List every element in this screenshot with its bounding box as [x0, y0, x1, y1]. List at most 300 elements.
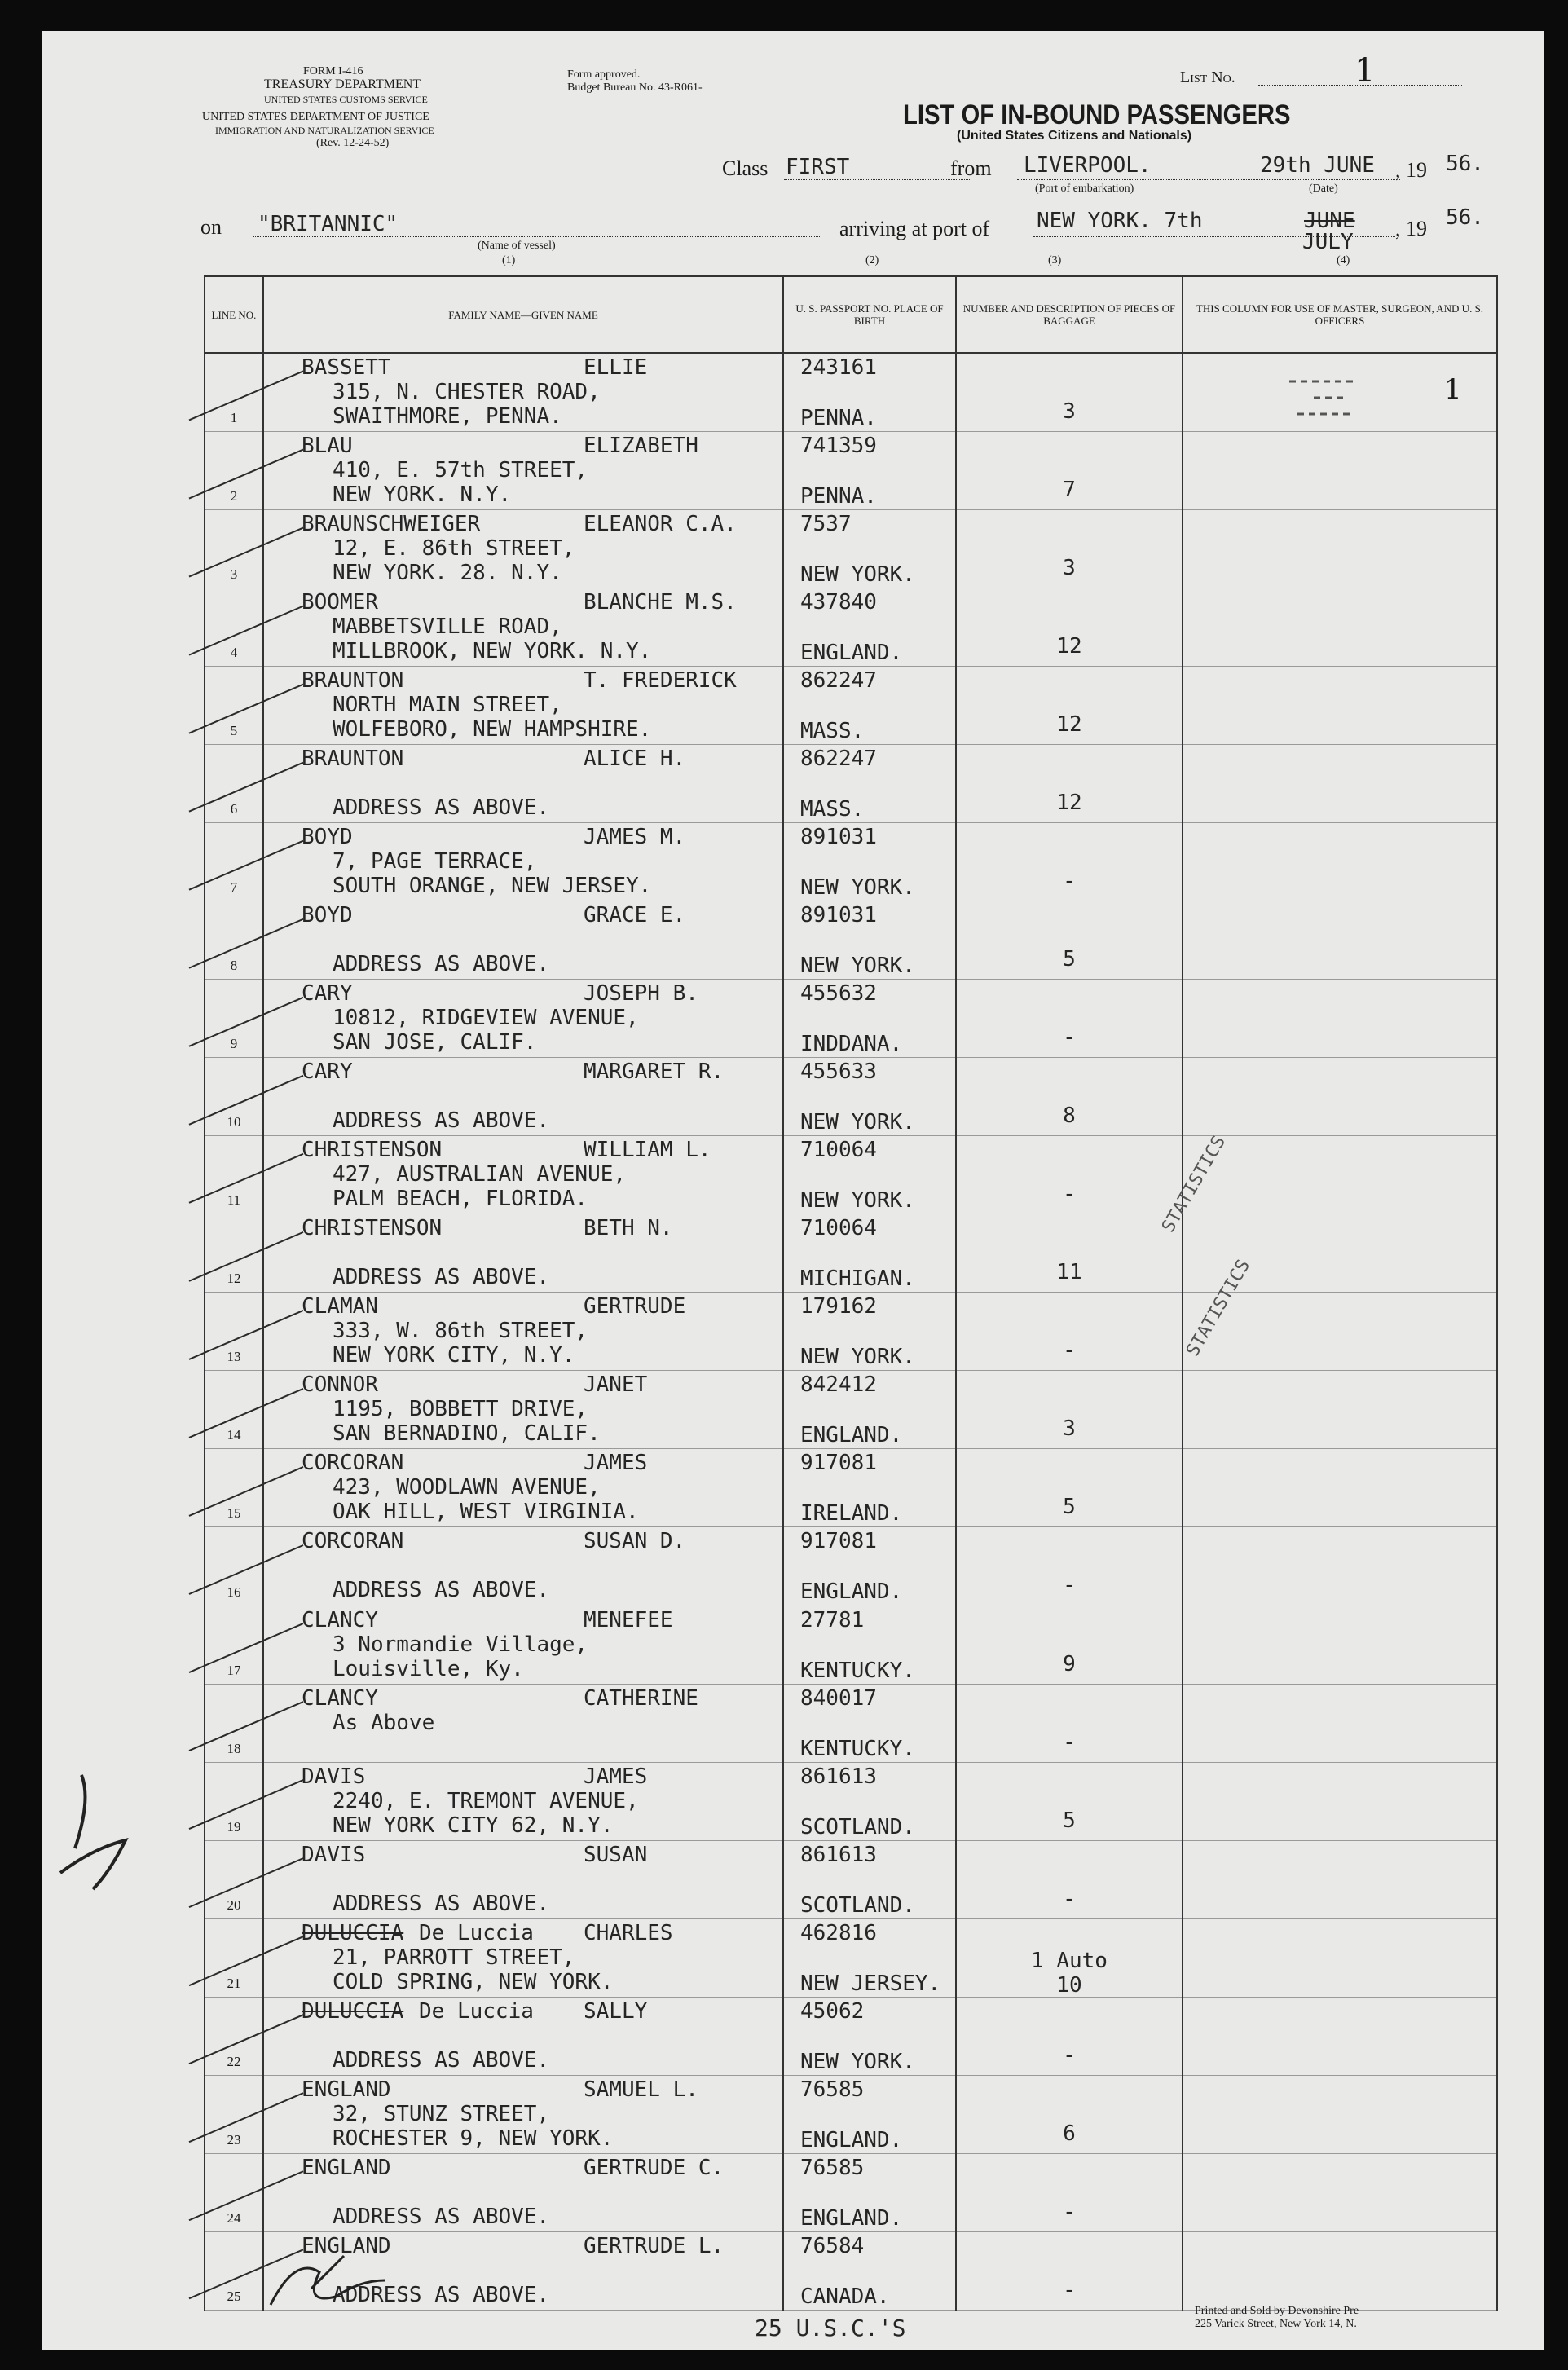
passport-cell [783, 1997, 956, 2075]
passport-number: 76585 [800, 2077, 865, 2102]
officer-cell [1183, 1136, 1497, 1214]
column-header-line: LINE NO. [205, 276, 263, 353]
passport-number: 76585 [800, 2155, 865, 2180]
baggage-count: 9 [1063, 1651, 1076, 1676]
address-line2: SAN BERNADINO, CALIF. [333, 1421, 601, 1447]
given-name: JANET [584, 1372, 648, 1398]
passport-cell [783, 1840, 956, 1918]
table-row [205, 745, 1497, 823]
passport-number: 917081 [800, 1451, 877, 1476]
passenger-rows [205, 353, 1497, 2310]
address-line2: PALM BEACH, FLORIDA. [333, 1187, 588, 1212]
name-cell [263, 1449, 783, 1527]
table-row [205, 588, 1497, 667]
baggage-cell [956, 1606, 1183, 1684]
place-of-birth: ENGLAND. [800, 2127, 903, 2152]
arrival-month-struck: JUNE [1304, 209, 1355, 233]
table-row [205, 2231, 1497, 2310]
line-number: 23 [227, 2131, 241, 2148]
line-cell [205, 1684, 263, 1762]
passport-number: 862247 [800, 668, 877, 694]
baggage-count: 3 [1063, 1416, 1076, 1442]
table-row [205, 1214, 1497, 1293]
treasury-label: TREASURY DEPARTMENT [264, 77, 421, 91]
arrival-line [1033, 236, 1395, 237]
col4-number: (4) [1337, 254, 1350, 267]
line-number: 17 [227, 1662, 241, 1678]
line-number: 22 [227, 2053, 241, 2069]
given-name: GERTRUDE [584, 1294, 686, 1319]
place-of-birth: ENGLAND. [800, 2205, 903, 2231]
family-name: De Luccia [419, 1920, 534, 1945]
baggage-count: - [1063, 1338, 1076, 1363]
baggage-cell [956, 1293, 1183, 1371]
address-line2: Louisville, Ky. [333, 1656, 524, 1681]
baggage-count: - [1063, 869, 1076, 894]
arrival-port: NEW YORK. 7th [1037, 209, 1203, 233]
line-cell [205, 1840, 263, 1918]
address-line1: As Above [333, 1710, 435, 1735]
address-line2: ADDRESS AS ABOVE. [333, 2282, 550, 2307]
year-prefix: , 19 [1395, 158, 1427, 182]
name-cell [263, 1606, 783, 1684]
address-line2: SWAITHMORE, PENNA. [333, 404, 562, 429]
line-number: 11 [227, 1192, 241, 1209]
address-line1: 423, WOODLAWN AVENUE, [333, 1475, 601, 1500]
officer-cell [1183, 588, 1497, 667]
name-cell [263, 353, 783, 432]
table-row [205, 901, 1497, 980]
name-cell [263, 510, 783, 588]
margin-signature [60, 1775, 126, 1889]
given-name: MENEFEE [584, 1607, 673, 1632]
baggage-count: - [1063, 2042, 1076, 2068]
family-name-struck: DULUCCIA [302, 1920, 404, 1945]
officer-cell [1183, 667, 1497, 745]
officer-mark: 1 [1444, 373, 1462, 406]
place-of-birth: ENGLAND. [800, 1579, 903, 1605]
embark-port: LIVERPOOL. [1024, 153, 1152, 178]
name-cell [263, 667, 783, 745]
baggage-cell [956, 2231, 1183, 2310]
name-cell [263, 1371, 783, 1449]
line-cell [205, 1606, 263, 1684]
printer-line1: Printed and Sold by Devonshire Pre [1195, 2305, 1359, 2317]
baggage-cell [956, 980, 1183, 1058]
given-name: CATHERINE [584, 1685, 698, 1711]
baggage-cell [956, 1684, 1183, 1762]
passport-cell [783, 667, 956, 745]
passport-cell [783, 1606, 956, 1684]
given-name: MARGARET R. [584, 1059, 725, 1085]
line-cell [205, 1449, 263, 1527]
family-name: BOYD [302, 825, 353, 850]
place-of-birth: MASS. [800, 719, 865, 744]
family-name: CONNOR [302, 1372, 378, 1398]
column-header-passport: U. S. PASSPORT NO. PLACE OF BIRTH [783, 276, 956, 353]
passport-number: 861613 [800, 1764, 877, 1789]
class-label: Class [722, 156, 769, 180]
place-of-birth: PENNA. [800, 484, 877, 509]
form-subtitle: (United States Citizens and Nationals) [957, 129, 1192, 143]
baggage-cell [956, 1527, 1183, 1606]
printer-line2: 225 Varick Street, New York 14, N. [1195, 2318, 1357, 2330]
line-number: 21 [227, 1975, 241, 1991]
passport-number: 7537 [800, 512, 852, 537]
passport-cell [783, 1762, 956, 1840]
address-line2: ADDRESS AS ABOVE. [333, 1891, 550, 1916]
column-header-officers: THIS COLUMN FOR USE OF MASTER, SURGEON, AND U. S. OFFICERS [1183, 276, 1497, 353]
baggage-cell [956, 510, 1183, 588]
baggage-auto: 1 Auto [1031, 1948, 1108, 1973]
officer-cell [1183, 1527, 1497, 1606]
passport-cell [783, 588, 956, 667]
given-name: GRACE E. [584, 903, 686, 928]
baggage-cell [956, 1997, 1183, 2075]
line-number: 16 [227, 1584, 241, 1600]
table-row [205, 510, 1497, 588]
line-number: 8 [230, 958, 238, 974]
table-row [205, 1684, 1497, 1762]
passenger-table [204, 275, 1498, 2311]
family-name: DAVIS [302, 1764, 366, 1789]
name-cell [263, 2153, 783, 2231]
embark-date: 29th JUNE [1260, 153, 1375, 178]
given-name: SUSAN [584, 1842, 648, 1867]
line-cell [205, 588, 263, 667]
address-line2: COLD SPRING, NEW YORK. [333, 1969, 614, 1994]
table-header-row [205, 276, 1497, 353]
passport-cell [783, 2231, 956, 2310]
given-name: JAMES M. [584, 825, 686, 850]
name-cell [263, 1058, 783, 1136]
officer-cell [1183, 1606, 1497, 1684]
passport-cell [783, 353, 956, 432]
port-line [1017, 179, 1276, 180]
passport-number: 27781 [800, 1607, 865, 1632]
name-cell [263, 588, 783, 667]
given-name: JAMES [584, 1764, 648, 1789]
line-number: 3 [230, 566, 238, 583]
family-name: BRAUNSCHWEIGER [302, 512, 481, 537]
baggage-cell [956, 1840, 1183, 1918]
passport-number: 842412 [800, 1372, 877, 1398]
passport-cell [783, 745, 956, 823]
family-name: BLAU [302, 434, 353, 459]
address-line2: NEW YORK. 28. N.Y. [333, 561, 562, 586]
officer-cell [1183, 1684, 1497, 1762]
line-number: 2 [230, 488, 238, 504]
statistics-stamp: STATISTICS [1158, 1132, 1231, 1236]
given-name: SUSAN D. [584, 1529, 686, 1554]
passport-number: 710064 [800, 1138, 877, 1163]
place-of-birth: NEW YORK. [800, 875, 915, 901]
baggage-count: 12 [1056, 634, 1082, 659]
baggage-count: 3 [1063, 399, 1076, 424]
passport-cell [783, 1214, 956, 1293]
table-row [205, 1136, 1497, 1214]
line-cell [205, 432, 263, 510]
table-row [205, 1606, 1497, 1684]
address-line2: NEW YORK CITY, N.Y. [333, 1343, 575, 1368]
table-row [205, 1762, 1497, 1840]
address-line2: WOLFEBORO, NEW HAMPSHIRE. [333, 717, 652, 742]
address-line1: 1195, BOBBETT DRIVE, [333, 1397, 588, 1422]
place-of-birth: NEW YORK. [800, 1188, 915, 1214]
line-cell [205, 2153, 263, 2231]
given-name: ELLIE [584, 355, 648, 380]
line-cell [205, 980, 263, 1058]
passport-cell [783, 510, 956, 588]
name-cell [263, 2075, 783, 2153]
line-number: 25 [227, 2288, 241, 2304]
name-cell [263, 1214, 783, 1293]
table-row [205, 432, 1497, 510]
customs-label: UNITED STATES CUSTOMS SERVICE [264, 94, 428, 105]
given-name: BLANCHE M.S. [584, 590, 737, 615]
name-cell [263, 2231, 783, 2310]
baggage-count: 5 [1063, 1808, 1076, 1833]
baggage-count: 6 [1063, 2121, 1076, 2146]
passport-cell [783, 823, 956, 901]
address-line1: MABBETSVILLE ROAD, [333, 615, 562, 640]
line-cell [205, 510, 263, 588]
officer-cell [1183, 1449, 1497, 1527]
address-line2: NEW YORK CITY 62, N.Y. [333, 1813, 614, 1838]
baggage-cell [956, 667, 1183, 745]
address-line1: 21, PARROTT STREET, [333, 1945, 575, 1970]
place-of-birth: NEW YORK. [800, 1345, 915, 1370]
officer-cell [1183, 1762, 1497, 1840]
passport-cell [783, 432, 956, 510]
officer-cell [1183, 823, 1497, 901]
line-cell [205, 2231, 263, 2310]
line-cell [205, 667, 263, 745]
passport-number: 76584 [800, 2233, 865, 2258]
name-cell [263, 1918, 783, 1997]
table-row [205, 667, 1497, 745]
passport-number: 891031 [800, 903, 877, 928]
family-name: BOYD [302, 903, 353, 928]
family-name: De Luccia [419, 1998, 534, 2024]
address-line2: ADDRESS AS ABOVE. [333, 2047, 550, 2073]
passport-number: 462816 [800, 1920, 877, 1945]
line-cell [205, 353, 263, 432]
line-cell [205, 901, 263, 980]
line-number: 14 [227, 1427, 241, 1443]
officer-cell [1183, 1997, 1497, 2075]
address-line1: 3 Normandie Village, [333, 1632, 588, 1657]
baggage-cell [956, 1918, 1183, 1997]
family-name: CARY [302, 981, 353, 1007]
baggage-cell [956, 823, 1183, 901]
baggage-count: - [1063, 2199, 1076, 2224]
vessel-line [253, 236, 820, 237]
address-line2: ADDRESS AS ABOVE. [333, 1108, 550, 1134]
passport-number: 861613 [800, 1842, 877, 1867]
place-of-birth: NEW YORK. [800, 1110, 915, 1135]
class-value: FIRST [786, 155, 850, 179]
officer-cell [1183, 2075, 1497, 2153]
address-line2: NEW YORK. N.Y. [333, 482, 512, 508]
on-label: on [200, 215, 222, 239]
name-cell [263, 1527, 783, 1606]
given-name: BETH N. [584, 1216, 673, 1241]
line-cell [205, 2075, 263, 2153]
line-cell [205, 1527, 263, 1606]
address-line2: ROCHESTER 9, NEW YORK. [333, 2126, 614, 2151]
col2-number: (2) [865, 254, 879, 267]
name-cell [263, 980, 783, 1058]
footer-usc: 25 U.S.C.'S [755, 2315, 906, 2341]
baggage-count: - [1063, 1573, 1076, 1598]
table-row [205, 353, 1497, 432]
family-name: ENGLAND [302, 2077, 391, 2102]
address-line2: ADDRESS AS ABOVE. [333, 795, 550, 821]
name-cell [263, 1684, 783, 1762]
baggage-cell [956, 1214, 1183, 1293]
line-number: 12 [227, 1271, 241, 1287]
address-line1: 333, W. 86th STREET, [333, 1319, 588, 1344]
passport-cell [783, 1449, 956, 1527]
family-name: CLANCY [302, 1607, 378, 1632]
address-line1: 12, E. 86th STREET, [333, 536, 575, 562]
baggage-count: - [1063, 2277, 1076, 2302]
given-name: SALLY [584, 1998, 648, 2024]
table-row [205, 2075, 1497, 2153]
passport-number: 243161 [800, 355, 877, 380]
line-cell [205, 823, 263, 901]
passport-number: 455632 [800, 981, 877, 1007]
vessel-caption: (Name of vessel) [478, 240, 556, 252]
family-name: ENGLAND [302, 2233, 391, 2258]
form-number: FORM I-416 [303, 65, 363, 77]
baggage-cell [956, 1449, 1183, 1527]
baggage-cell [956, 1136, 1183, 1214]
officer-cell [1183, 1371, 1497, 1449]
family-name: CHRISTENSON [302, 1138, 443, 1163]
arrival-year-prefix: , 19 [1395, 217, 1427, 240]
list-no-value: 1 [1354, 52, 1376, 90]
table-row [205, 1058, 1497, 1136]
passport-cell [783, 980, 956, 1058]
ins-label: IMMIGRATION AND NATURALIZATION SERVICE [215, 125, 434, 136]
given-name: GERTRUDE C. [584, 2155, 725, 2180]
address-line1: 7, PAGE TERRACE, [333, 849, 537, 874]
baggage-cell [956, 1762, 1183, 1840]
line-cell [205, 1136, 263, 1214]
address-line1: 410, E. 57th STREET, [333, 458, 588, 483]
given-name: ALICE H. [584, 747, 686, 772]
address-line1: 315, N. CHESTER ROAD, [333, 380, 601, 404]
address-line2: ADDRESS AS ABOVE. [333, 1578, 550, 1603]
passport-number: 862247 [800, 747, 877, 772]
line-number: 20 [227, 1896, 241, 1913]
table-row [205, 2153, 1497, 2231]
baggage-count: 12 [1056, 712, 1082, 738]
baggage-count: 11 [1056, 1260, 1082, 1285]
passport-number: 891031 [800, 825, 877, 850]
statistics-stamp: STATISTICS [1183, 1256, 1255, 1360]
place-of-birth: IRELAND. [800, 1501, 903, 1526]
passenger-list-sheet [42, 31, 1544, 2350]
passport-number: 741359 [800, 434, 877, 459]
baggage-cell [956, 588, 1183, 667]
place-of-birth: KENTUCKY. [800, 1736, 915, 1761]
baggage-count: 7 [1063, 478, 1076, 503]
class-line [784, 179, 970, 180]
address-line1: 427, AUSTRALIAN AVENUE, [333, 1162, 627, 1187]
place-of-birth: PENNA. [800, 406, 877, 430]
name-cell [263, 745, 783, 823]
line-cell [205, 745, 263, 823]
table-row [205, 1997, 1497, 2075]
line-number: 15 [227, 1505, 241, 1522]
baggage-cell [956, 2153, 1183, 2231]
passport-number: 179162 [800, 1294, 877, 1319]
baggage-count: - [1063, 1025, 1076, 1051]
baggage-cell [956, 432, 1183, 510]
table-row [205, 1918, 1497, 1997]
place-of-birth: CANADA. [800, 2284, 890, 2309]
line-cell [205, 1371, 263, 1449]
family-name: CHRISTENSON [302, 1216, 443, 1241]
given-name: CHARLES [584, 1920, 673, 1945]
given-name: JAMES [584, 1451, 648, 1476]
officer-cell [1183, 1918, 1497, 1997]
col3-number: (3) [1048, 254, 1062, 267]
passport-number: 917081 [800, 1529, 877, 1554]
table-row [205, 1293, 1497, 1371]
officer-cell [1183, 432, 1497, 510]
address-line2: OAK HILL, WEST VIRGINIA. [333, 1500, 639, 1525]
line-number: 10 [227, 1114, 241, 1130]
name-cell [263, 1997, 783, 2075]
arrival-month: JULY [1302, 230, 1354, 254]
col1-number: (1) [502, 254, 516, 267]
table-row [205, 823, 1497, 901]
given-name: ELIZABETH [584, 434, 698, 459]
line-number: 7 [230, 879, 238, 896]
baggage-count [957, 1949, 1182, 1998]
passport-cell [783, 2153, 956, 2231]
address-line2: MILLBROOK, NEW YORK. N.Y. [333, 639, 652, 664]
baggage-count: - [1063, 1886, 1076, 1911]
place-of-birth: NEW YORK. [800, 954, 915, 979]
address-line2: ADDRESS AS ABOVE. [333, 2204, 550, 2229]
baggage-count: - [1063, 1729, 1076, 1755]
budget-bureau: Budget Bureau No. 43-R061- [567, 81, 703, 94]
place-of-birth: ENGLAND. [800, 641, 903, 666]
place-of-birth: SCOTLAND. [800, 1892, 915, 1918]
baggage-cell [956, 2075, 1183, 2153]
date-caption: (Date) [1309, 183, 1338, 195]
family-name: BRAUNTON [302, 747, 404, 772]
table-row [205, 1527, 1497, 1606]
column-header-name: FAMILY NAME—GIVEN NAME [263, 276, 783, 353]
column-header-baggage: NUMBER AND DESCRIPTION OF PIECES OF BAGGAGE [956, 276, 1183, 353]
name-cell [263, 823, 783, 901]
table-row [205, 980, 1497, 1058]
place-of-birth: NEW JERSEY. [800, 1971, 941, 1996]
family-name: CLANCY [302, 1685, 378, 1711]
officer-cell [1183, 901, 1497, 980]
date-line [1253, 179, 1400, 180]
baggage-count: - [1063, 1182, 1076, 1207]
arriving-label: arriving at port of [839, 217, 990, 240]
place-of-birth: NEW YORK. [800, 562, 915, 588]
name-cell [263, 1293, 783, 1371]
